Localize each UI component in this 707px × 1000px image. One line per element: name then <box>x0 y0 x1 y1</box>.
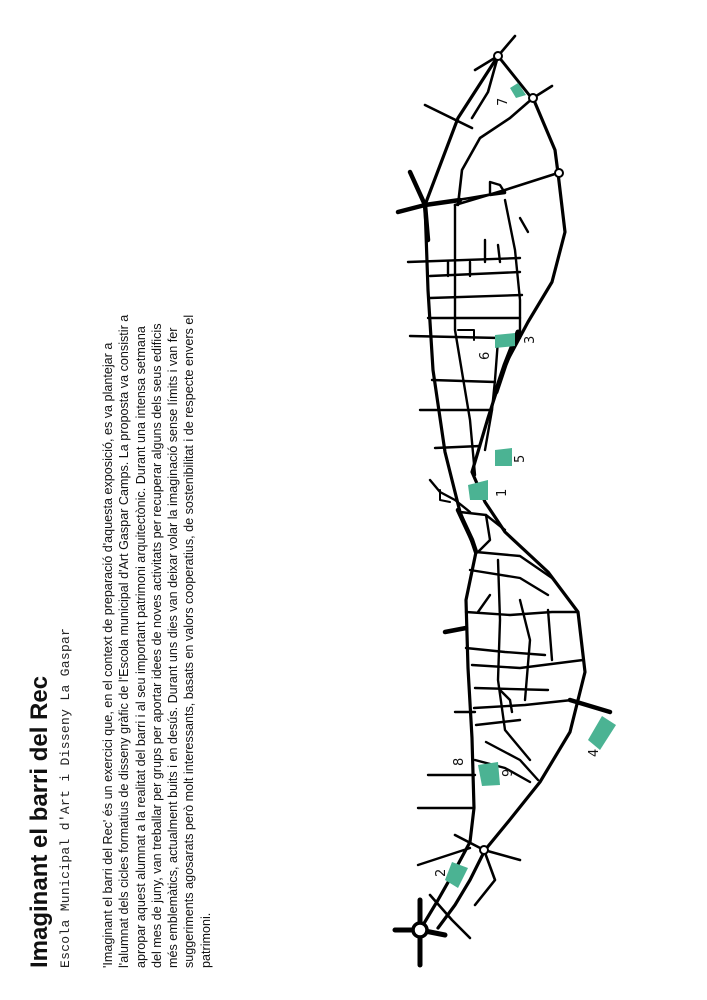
building-6[interactable] <box>495 333 515 348</box>
marker-9-label: 9 <box>501 768 516 777</box>
marker-4-label: 4 <box>587 748 602 757</box>
marker-6-label: 6 <box>478 351 493 360</box>
building-5[interactable] <box>495 448 512 466</box>
building-9[interactable] <box>478 762 500 786</box>
roundabout-north <box>494 52 502 60</box>
roundabout-south <box>480 846 488 854</box>
marker-3-label: 3 <box>523 335 538 344</box>
map-roads <box>395 36 610 965</box>
roundabout-southwest <box>413 923 427 937</box>
roundabout-east <box>555 169 563 177</box>
building-4[interactable] <box>588 716 616 750</box>
roundabout-northeast <box>529 94 537 102</box>
marker-2-label: 2 <box>434 868 449 877</box>
page-title: Imaginant el barri del Rec <box>26 675 53 968</box>
description-paragraph: 'Imaginant el barri del Rec' és un exercici que, en el context de preparació d'aquesta exposició, es va plantejar a l'alumnat dels cicles formatius de disseny gràfic de l'Escola municipal d'Art Gaspar Camps. La proposta va consistir a apropar aquest alumnat a la realitat del barri i al seu important patrimoni arquitectònic. Durant una intensa setmana del mes de juny, van treballar per grups per aportar idees de noves activitats per recuperar alguns dels seus edificis més emblemàtics, actualment buits i en desús. Durant uns dies van deixar volar la imaginació sense límits i van fer suggeriments agosarats però molt interessants, basats en valors cooperatius, de sostenibilitat i de respecte envers el patrimoni. <box>101 314 213 968</box>
marker-5-label: 5 <box>513 454 528 463</box>
marker-1-label: 1 <box>495 488 510 497</box>
building-1[interactable] <box>468 480 488 500</box>
page-subtitle: Escola Municipal d'Art i Disseny La Gaspar <box>58 627 73 968</box>
highlighted-buildings <box>445 83 616 888</box>
marker-7-label: 7 <box>496 97 511 106</box>
building-7[interactable] <box>510 83 526 98</box>
marker-8-label: 8 <box>452 757 467 766</box>
